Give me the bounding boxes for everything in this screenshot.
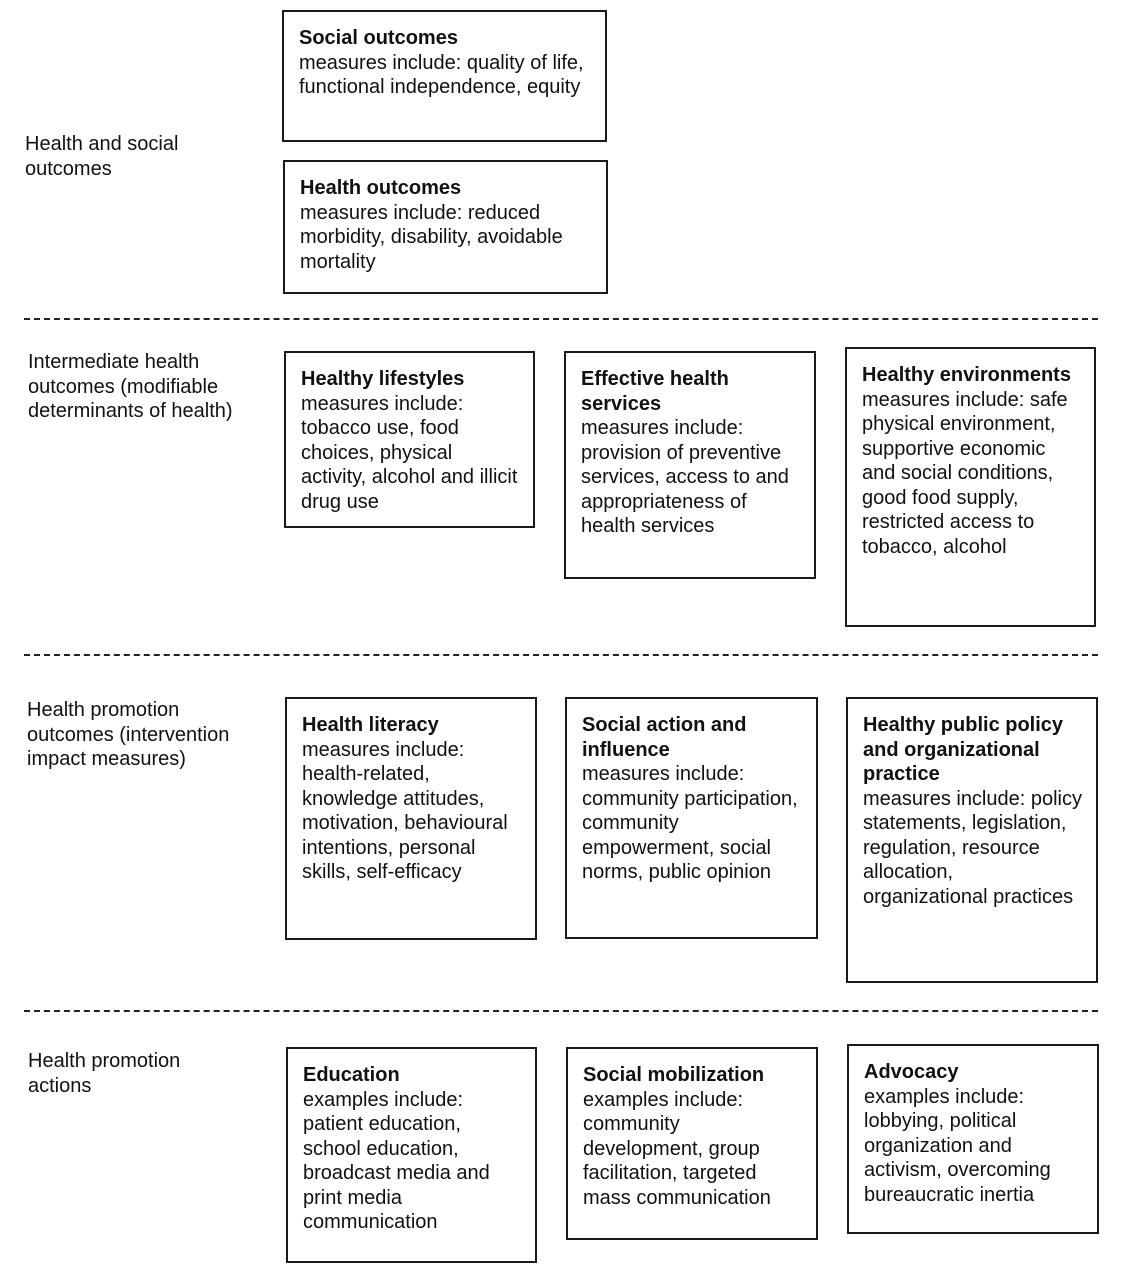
box-body: measures include: safe physical environment, supportive economic and social conditions, good food supply, restricted access to tobacco, alcohol <box>862 388 1068 558</box>
box-education <box>286 1047 537 1263</box>
section-divider <box>24 654 1098 656</box>
box-body: measures include: provision of preventive services, access to and appropriateness of health services <box>581 417 789 537</box>
box-title: Health literacy <box>302 714 439 736</box>
box-social-outcomes <box>282 10 607 142</box>
section-divider <box>24 1010 1098 1012</box>
box-title: Social mobilization <box>583 1064 765 1086</box>
box-body: measures include: quality of life, functional independence, equity <box>299 51 584 98</box>
box-title: Social outcomes <box>299 27 458 49</box>
row-label-health-social-outcomes: Health and social outcomes <box>25 133 179 180</box>
box-body: measures include: policy statements, legislation, regulation, resource allocation, organizational practices <box>863 787 1082 908</box>
box-title: Healthy environments <box>862 364 1071 386</box>
box-health-outcomes <box>283 160 608 294</box>
box-health-literacy <box>285 697 537 940</box>
box-title: Advocacy <box>864 1061 959 1083</box>
box-body: examples include: patient education, school education, broadcast media and print media communication <box>303 1088 490 1233</box>
box-title: Effective health services <box>581 368 729 415</box>
box-body: examples include: lobbying, political organization and activism, overcoming bureaucratic inertia <box>864 1085 1051 1206</box>
box-title: Healthy lifestyles <box>301 368 465 390</box>
box-body: examples include: community development, group facilitation, targeted mass communication <box>583 1088 771 1209</box>
box-title: Healthy public policy and organizational practice <box>863 714 1064 785</box>
row-label-health-promotion-actions: Health promotion actions <box>28 1050 181 1097</box>
row-label-health-promotion-outcomes: Health promotion outcomes (intervention impact measures) <box>27 699 230 770</box>
box-body: measures include: community participation, community empowerment, social norms, public opinion <box>582 763 798 883</box>
box-social-action-influence <box>565 697 818 939</box>
box-body: measures include: health-related, knowledge attitudes, motivation, behavioural intentions, personal skills, self-efficacy <box>302 738 508 883</box>
box-healthy-lifestyles <box>284 351 535 528</box>
box-body: measures include: reduced morbidity, disability, avoidable mortality <box>300 201 563 273</box>
box-social-mobilization <box>566 1047 818 1240</box>
box-healthy-environments <box>845 347 1096 627</box>
section-divider <box>24 318 1098 320</box>
box-title: Education <box>303 1064 400 1086</box>
box-body: measures include: tobacco use, food choices, physical activity, alcohol and illicit drug use <box>301 392 518 513</box>
box-title: Social action and influence <box>582 714 747 761</box>
box-healthy-public-policy <box>846 697 1098 983</box>
box-effective-health-services <box>564 351 816 579</box>
box-advocacy <box>847 1044 1099 1234</box>
row-label-intermediate-health-outcomes: Intermediate health outcomes (modifiable determinants of health) <box>28 351 233 422</box>
box-title: Health outcomes <box>300 177 462 199</box>
